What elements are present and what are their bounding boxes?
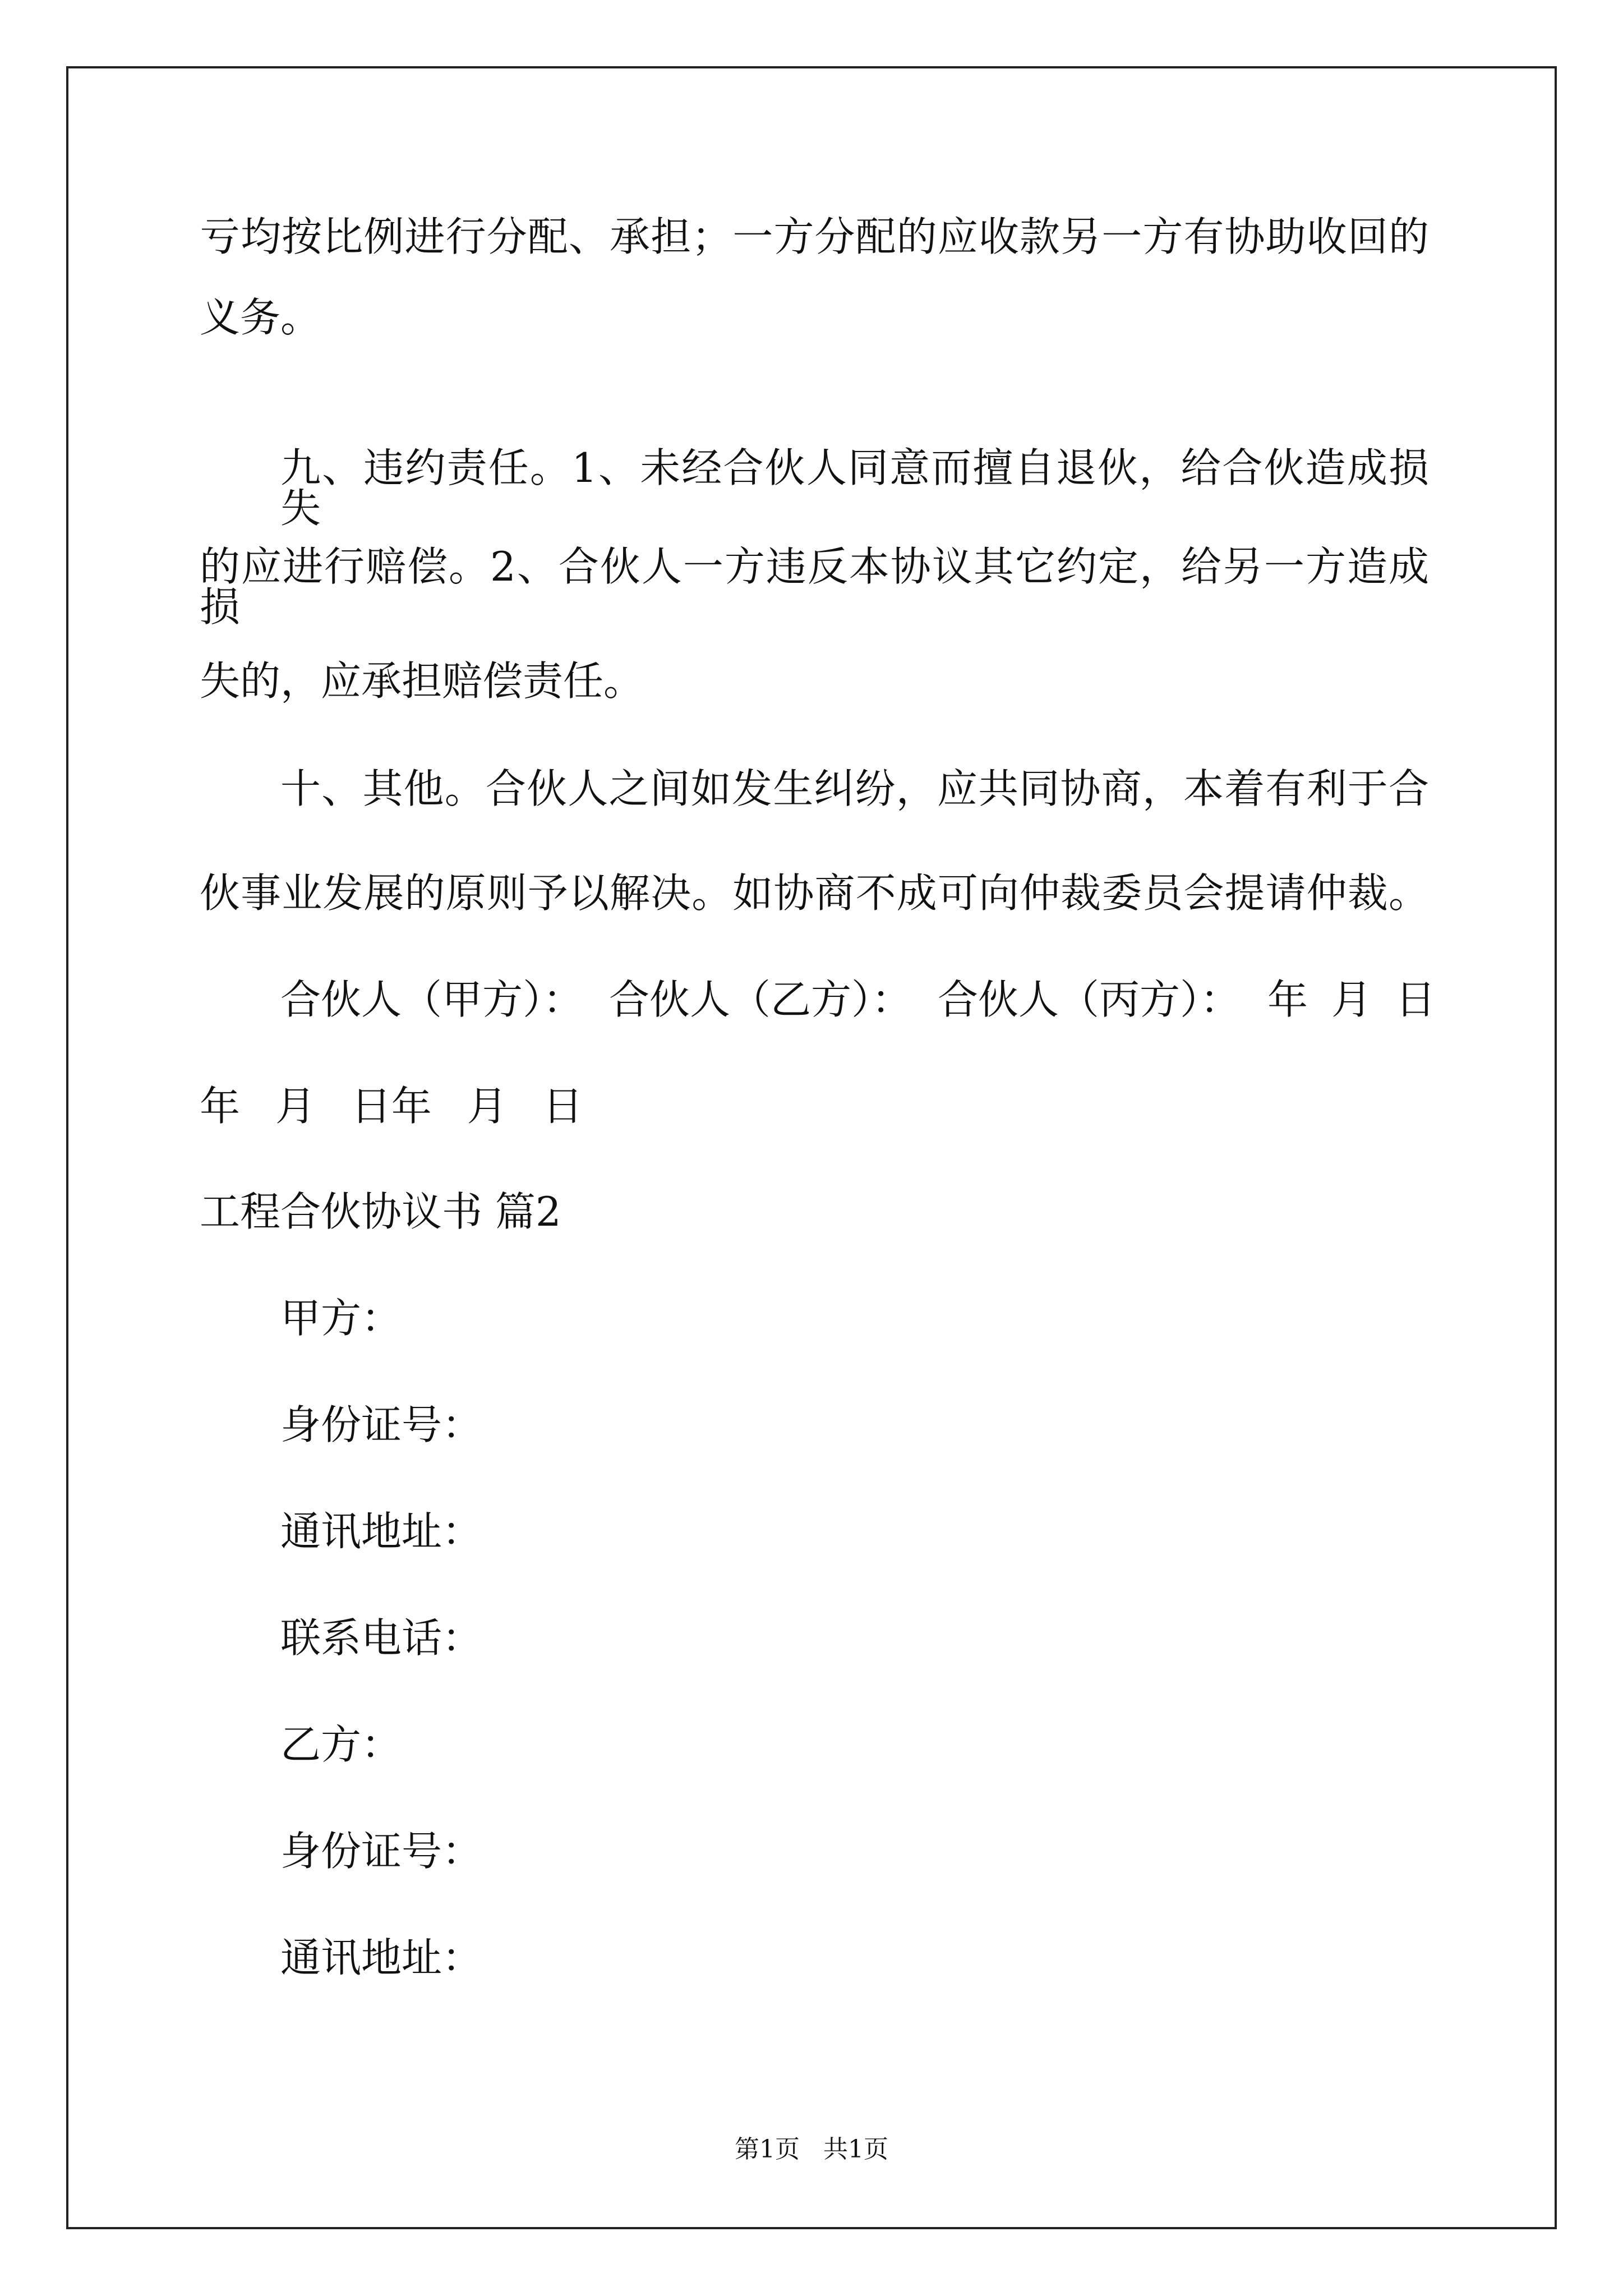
field-address: 通讯地址：: [280, 1508, 483, 1555]
clause-9-line-3: 失的，应承担赔偿责任。: [200, 657, 644, 705]
field-id-number-b: 身份证号：: [280, 1828, 483, 1875]
date-year: 年: [1267, 976, 1308, 1023]
clause-10-line-1: 十、其他。合伙人之间如发生纠纷，应共同协商，本着有利于合: [280, 765, 1429, 812]
party-b-label: 合伙人（乙方）：: [609, 976, 912, 1023]
party-a-label: 合伙人（甲方）：: [280, 976, 584, 1023]
paragraph-line-2: 义务。: [200, 294, 321, 341]
field-party-b: 乙方：: [280, 1721, 402, 1768]
field-id-number: 身份证号：: [280, 1401, 483, 1448]
date-month: 月: [1331, 976, 1372, 1023]
date-day: 日: [1395, 976, 1436, 1023]
clause-9-line-2: 的应进行赔偿。2、合伙人一方违反本协议其它约定，给另一方造成损: [200, 543, 1429, 631]
paragraph-line-1: 亏均按比例进行分配、承担；一方分配的应收款另一方有协助收回的: [200, 213, 1429, 260]
field-address-b: 通讯地址：: [280, 1934, 483, 1981]
page-footer: 第1页 共1页: [735, 2135, 888, 2164]
section-heading: 工程合伙协议书 篇2: [200, 1188, 561, 1235]
page-border: [66, 66, 1557, 2229]
clause-10-line-2: 伙事业发展的原则予以解决。如协商不成可向仲裁委员会提请仲裁。: [200, 869, 1429, 917]
date-line: 年 月 日年 月 日: [200, 1083, 583, 1130]
field-phone: 联系电话：: [280, 1614, 483, 1662]
clause-9-line-1: 九、违约责任。1、未经合伙人同意而擅自退伙，给合伙造成损失: [280, 444, 1429, 532]
party-c-label: 合伙人（丙方）：: [938, 976, 1241, 1023]
field-party-a: 甲方：: [280, 1295, 402, 1342]
